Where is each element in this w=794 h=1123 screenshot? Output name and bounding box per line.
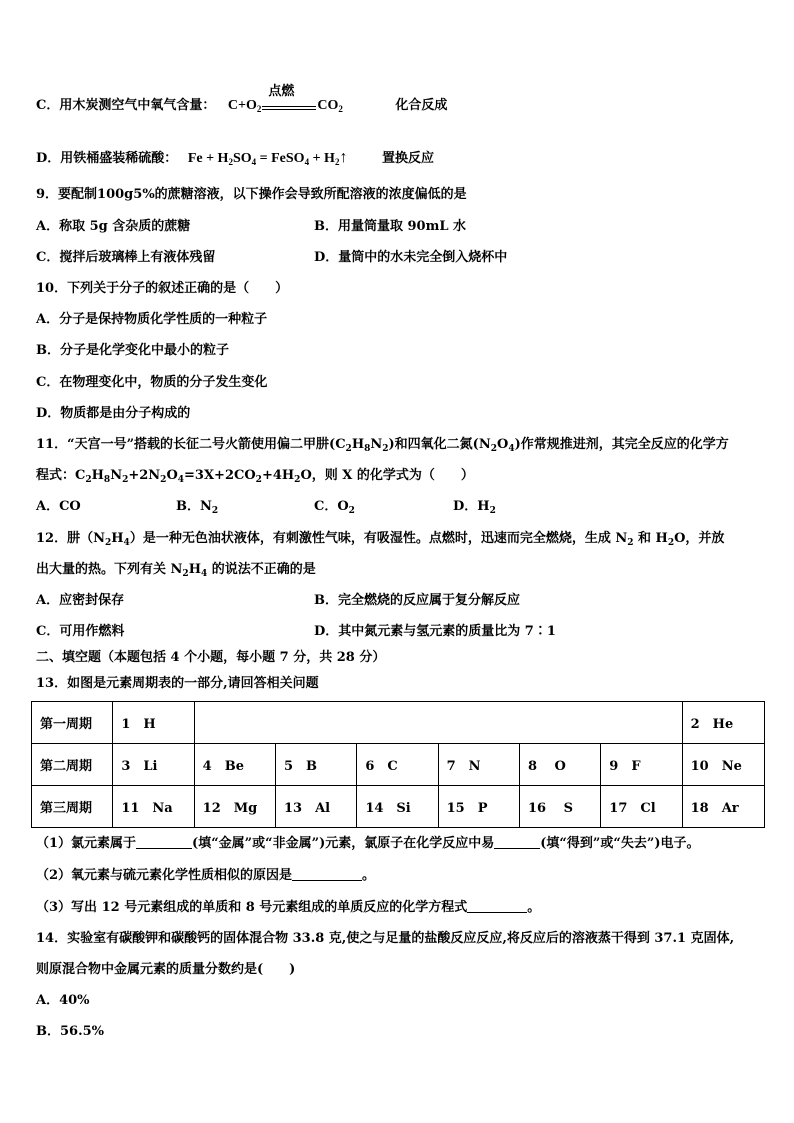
q11-option-b: B．$N_2$ <box>176 499 219 516</box>
q14-stem-line2: 则原混合物中金属元素的质量分数约是( ) <box>36 962 296 977</box>
q9-option-b: B．用量筒量取 90mL 水 <box>314 219 467 234</box>
period-label: 第二周期 <box>32 744 113 786</box>
element-cell: 6 C <box>357 744 438 786</box>
q12-option-b: B．完全燃烧的反应属于复分解反应 <box>314 593 520 608</box>
q12-option-c: C．可用作燃料 <box>36 624 125 639</box>
element-cell: 5 B <box>275 744 356 786</box>
q14-stem-line1: 14．实验室有碳酸钾和碳酸钙的固体混合物 33.8 克,使之与足量的盐酸反应反应,将反应后的溶液蒸干得到 37.1 克固体, <box>36 931 735 946</box>
option-c-line <box>36 83 448 118</box>
element-cell: 2 He <box>682 702 764 744</box>
q10-option-b: B．分子是化学变化中最小的粒子 <box>36 343 229 358</box>
element-cell: 17 Cl <box>601 786 682 828</box>
period-label: 第一周期 <box>32 702 113 744</box>
q13-sub3: （3）写出 12 号元素组成的单质和 8 号元素组成的单质反应的化学方程式 。 <box>36 900 541 915</box>
answer-blank[interactable] <box>494 836 540 849</box>
q10-option-c: C．在物理变化中，物质的分子发生变化 <box>36 375 268 390</box>
element-cell: 8 O <box>519 744 600 786</box>
q14-option-b: B．56.5% <box>36 1024 105 1039</box>
q12-stem-line2: 出大量的热。下列有关 $N_2H_4$ 的说法不正确的是 <box>36 562 316 579</box>
table-row <box>32 744 765 786</box>
answer-blank[interactable] <box>136 836 192 849</box>
reaction-condition: 点燃 <box>262 97 316 115</box>
option-d-line <box>36 149 434 171</box>
answer-blank[interactable] <box>467 900 527 913</box>
element-cell: 10 Ne <box>682 744 764 786</box>
element-cell: 15 P <box>438 786 519 828</box>
element-cell: 7 N <box>438 744 519 786</box>
q9-option-c: C．搅拌后玻璃棒上有液体残留 <box>36 250 216 265</box>
q11-option-d: D．$H_2$ <box>453 499 496 516</box>
q13-sub1: （1）氯元素属于 (填“金属”或“非金属”)元素，氯原子在化学反应中易 (填“得到”或“失去”)电子。 <box>36 836 700 851</box>
element-cell: 13 Al <box>275 786 356 828</box>
answer-blank[interactable] <box>292 868 362 881</box>
q9-option-a: A．称取 5g 含杂质的蔗糖 <box>36 219 191 234</box>
q11-stem-line2: 程式：$C_2H_8N_2+2N_2O_4=3X+2CO_2+4H_2O$，则 X 的化学式为（ ） <box>36 468 474 485</box>
element-cell: 9 F <box>601 744 682 786</box>
q11-option-c: C．$O_2$ <box>314 499 355 516</box>
q13-sub2: （2）氧元素与硫元素化学性质相似的原因是 。 <box>36 868 376 883</box>
element-cell: 16 S <box>519 786 600 828</box>
table-row <box>32 702 765 744</box>
element-cell: 3 Li <box>113 744 194 786</box>
element-cell: 14 Si <box>357 786 438 828</box>
q10-option-a: A．分子是保持物质化学性质的一种粒子 <box>36 312 268 327</box>
q12-option-d: D．其中氮元素与氢元素的质量比为 7∶1 <box>314 624 556 639</box>
table-row <box>32 786 765 828</box>
element-cell: 12 Mg <box>194 786 275 828</box>
q12-stem-line1: 12．肼$(N_2H_4)$是一种无色油状液体，有刺激性气味，有吸湿性。点燃时，迅速而完全燃烧，生成 $N_2$ 和 $H_2O$，并放 <box>36 531 725 548</box>
q10-option-d: D．物质都是由分子构成的 <box>36 406 191 421</box>
element-cell: 18 Ar <box>682 786 764 828</box>
reaction-type-d: 置换反应 <box>381 151 434 166</box>
option-d-text: D．用铁桶盛装稀硫酸： <box>36 151 178 166</box>
reaction-type-c: 化合反成 <box>395 98 448 114</box>
q11-option-a: A．CO <box>36 499 81 514</box>
option-c-equation: $C+O_2$ 点燃 $CO_2$ <box>227 83 343 115</box>
q11-stem-line1: 11．“天宫一号”搭载的长征二号火箭使用偏二甲肼$(C_2H_8N_2)$和四氧化二氮$(N_2O_4)$作常规推进剂，其完全反应的化学方 <box>36 437 729 454</box>
q12-option-a: A．应密封保存 <box>36 593 125 608</box>
element-cell: 1 H <box>113 702 194 744</box>
option-c-text: C．用木炭测空气中氧气含量： <box>36 98 216 114</box>
element-cell: 11 Na <box>113 786 194 828</box>
q14-option-a: A．40% <box>36 993 90 1008</box>
table-gap <box>194 702 682 744</box>
q13-stem: 13．如图是元素周期表的一部分,请回答相关问题 <box>36 676 319 691</box>
option-d-equation: $Fe + H_2SO_4$ = FeSO$_4$ + $H_2↑$ <box>187 149 348 167</box>
q9-stem: 9．要配制100g5%的蔗糖溶液，以下操作会导致所配溶液的浓度偏低的是 <box>36 187 467 202</box>
q10-stem: 10．下列关于分子的叙述正确的是（ ） <box>36 281 289 296</box>
q9-option-d: D．量筒中的水未完全倒入烧杯中 <box>314 250 508 265</box>
period-label: 第三周期 <box>32 786 113 828</box>
element-cell: 4 Be <box>194 744 275 786</box>
periodic-table <box>31 701 765 828</box>
section-heading: 二、填空题（本题包括 4 个小题，每小题 7 分，共 28 分） <box>36 650 386 665</box>
